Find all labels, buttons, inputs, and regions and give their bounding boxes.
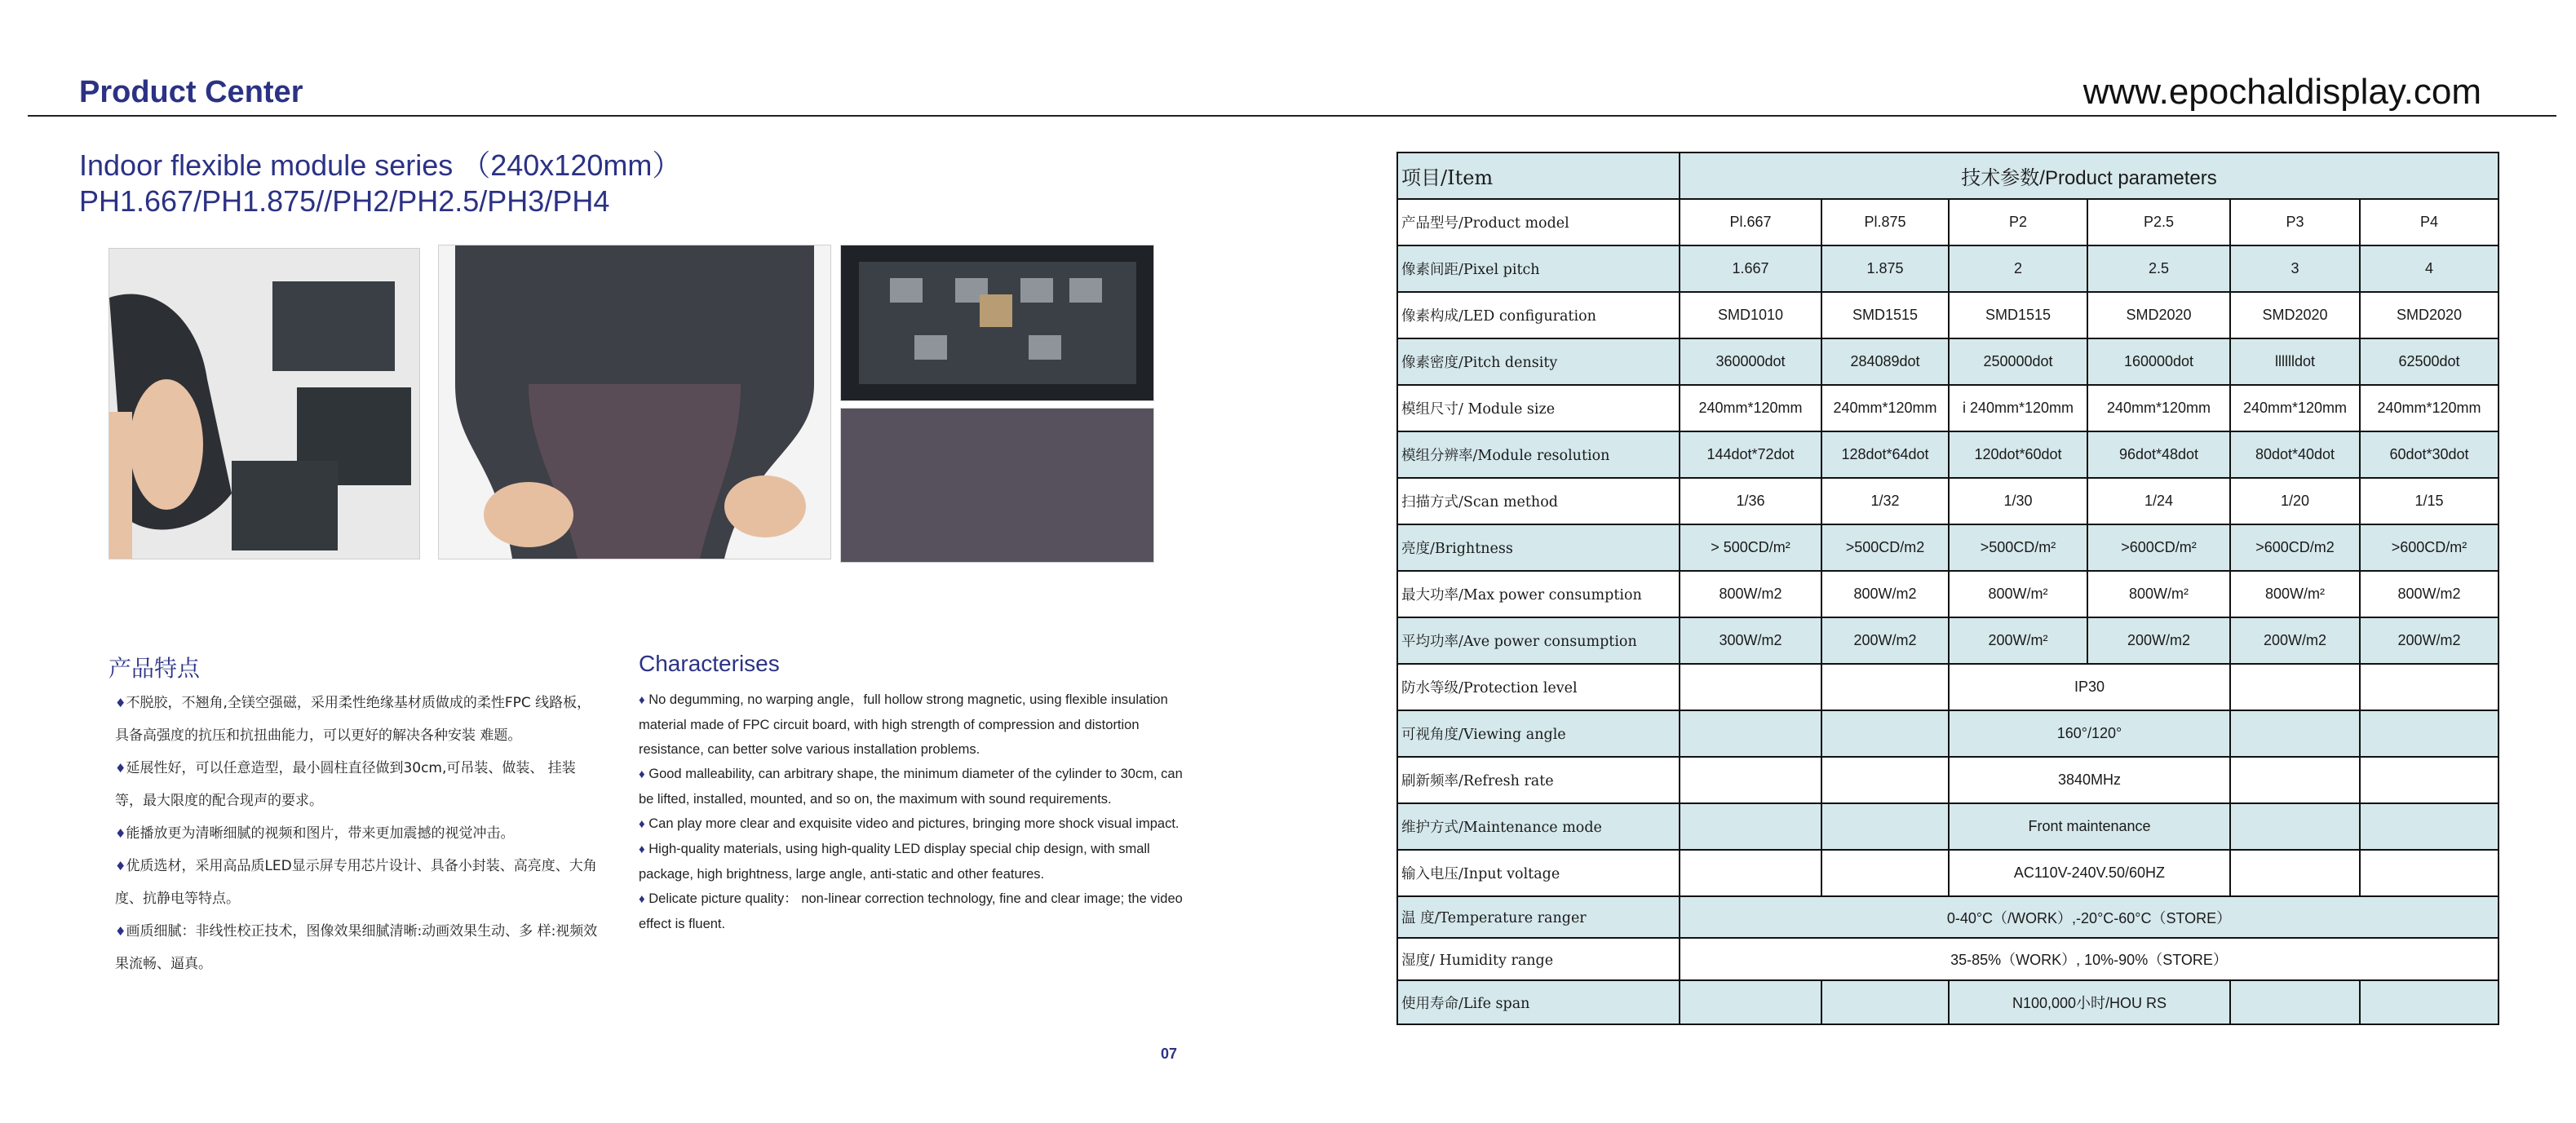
table-cell: 240mm*120mm — [2230, 385, 2360, 431]
list-item: ♦ Good malleability, can arbitrary shape, the minimum diameter of the cylinder to 30cm, can be lifted, installed, mounted, and so on, the maximum with sound requirements. — [639, 767, 1183, 807]
table-cell: SMD1515 — [1821, 292, 1949, 338]
row-label: 防水等级/Protection level — [1397, 664, 1680, 710]
table-cell: 1.875 — [1821, 245, 1949, 292]
table-cell: 80dot*40dot — [2230, 431, 2360, 478]
table-cell: >600CD/m² — [2360, 524, 2499, 571]
diamond-bullet-icon: ♦ — [639, 842, 645, 856]
table-cell: 1.667 — [1680, 245, 1821, 292]
table-cell — [1821, 980, 1949, 1024]
row-label: 产品型号/Product model — [1397, 199, 1680, 245]
table-cell: 200W/m2 — [1821, 617, 1949, 664]
table-cell — [1821, 664, 1949, 710]
table-row — [1397, 664, 2499, 710]
table-cell: i 240mm*120mm — [1949, 385, 2087, 431]
list-item: ♦ No degumming, no warping angle，full hollow strong magnetic, using flexible insulation material made of FPC circuit board, with high strength of compression and distortion resistance, can better solve various installation problems. — [639, 692, 1168, 757]
table-cell — [1821, 710, 1949, 757]
photo-flexible-bend — [438, 245, 831, 559]
row-label: 刷新频率/Refresh rate — [1397, 757, 1680, 803]
table-cell — [2230, 757, 2360, 803]
table-cell: IP30 — [1949, 664, 2230, 710]
table-row — [1397, 850, 2499, 896]
photo-module-front — [840, 408, 1154, 563]
diamond-bullet-icon: ♦ — [115, 696, 126, 710]
table-cell: 240mm*120mm — [1680, 385, 1821, 431]
table-cell: 2.5 — [2087, 245, 2230, 292]
table-row — [1397, 710, 2499, 757]
table-cell — [2230, 710, 2360, 757]
table-cell: >600CD/m² — [2087, 524, 2230, 571]
table-cell — [1680, 710, 1821, 757]
table-cell: 128dot*64dot — [1821, 431, 1949, 478]
table-row — [1397, 980, 2499, 1024]
table-row — [1397, 803, 2499, 850]
table-cell: Pl.667 — [1680, 199, 1821, 245]
table-cell — [1680, 803, 1821, 850]
row-label: 像素密度/Pitch density — [1397, 338, 1680, 385]
row-label: 模组分辨率/Module resolution — [1397, 431, 1680, 478]
diamond-bullet-icon: ♦ — [115, 859, 126, 873]
table-row — [1397, 338, 2499, 385]
diamond-bullet-icon: ♦ — [639, 767, 645, 781]
table-cell: 160°/120° — [1949, 710, 2230, 757]
table-cell: 800W/m² — [2087, 571, 2230, 617]
diamond-bullet-icon: ♦ — [639, 693, 645, 707]
list-item: ♦不脱胶，不翘角,全镁空强磁，采用柔性绝缘基材质做成的柔性FPC 线路板，具备高强度的抗压和抗扭曲能力，可以更好的解决各种安装 难题。 — [115, 695, 591, 744]
table-cell: >500CD/m2 — [1821, 524, 1949, 571]
table-cell: P4 — [2360, 199, 2499, 245]
table-cell: 1/15 — [2360, 478, 2499, 524]
row-label: 亮度/Brightness — [1397, 524, 1680, 571]
table-cell: 200W/m2 — [2360, 617, 2499, 664]
table-cell: 800W/m2 — [1680, 571, 1821, 617]
series-title: Indoor flexible module series （240x120mm） — [79, 148, 682, 182]
features-en-title: Characterises — [639, 651, 780, 676]
table-cell — [1680, 757, 1821, 803]
table-row — [1397, 245, 2499, 292]
table-cell: 1/32 — [1821, 478, 1949, 524]
table-cell — [1680, 664, 1821, 710]
table-cell: P2.5 — [2087, 199, 2230, 245]
table-cell: 240mm*120mm — [1821, 385, 1949, 431]
table-cell: 200W/m2 — [2087, 617, 2230, 664]
row-label: 像素间距/Pixel pitch — [1397, 245, 1680, 292]
row-label: 最大功率/Max power consumption — [1397, 571, 1680, 617]
table-row — [1397, 524, 2499, 571]
table-row — [1397, 478, 2499, 524]
table-cell: SMD2020 — [2087, 292, 2230, 338]
diamond-bullet-icon: ♦ — [115, 924, 126, 939]
table-cell: 284089dot — [1821, 338, 1949, 385]
table-row — [1397, 571, 2499, 617]
photo-module-packaging — [108, 248, 420, 559]
table-cell — [1821, 757, 1949, 803]
row-label: 使用寿命/Life span — [1397, 980, 1680, 1024]
table-cell: 300W/m2 — [1680, 617, 1821, 664]
page-number: 07 — [1161, 1046, 1178, 1062]
diamond-bullet-icon: ♦ — [115, 761, 126, 776]
table-cell — [2360, 850, 2499, 896]
table-cell — [2360, 980, 2499, 1024]
list-item: ♦画质细腻：非线性校正技术，图像效果细腻清晰:动画效果生动、多 样:视频效果流畅、逼真。 — [115, 923, 598, 972]
page-title: Product Center — [79, 75, 303, 109]
table-row — [1397, 431, 2499, 478]
table-cell: 3 — [2230, 245, 2360, 292]
row-label: 平均功率/Ave power consumption — [1397, 617, 1680, 664]
table-cell: SMD1010 — [1680, 292, 1821, 338]
row-label: 湿度/ Humidity range — [1397, 938, 1680, 980]
table-cell — [2230, 803, 2360, 850]
table-cell: lllllldot — [2230, 338, 2360, 385]
table-cell: 800W/m2 — [1821, 571, 1949, 617]
table-cell: 250000dot — [1949, 338, 2087, 385]
row-label: 可视角度/Viewing angle — [1397, 710, 1680, 757]
table-cell — [1680, 980, 1821, 1024]
table-cell: N100,000小时/HOU RS — [1949, 980, 2230, 1024]
table-cell: 1/36 — [1680, 478, 1821, 524]
diamond-bullet-icon: ♦ — [639, 892, 645, 906]
list-item: ♦ Delicate picture quality： non-linear correction technology, fine and clear image; the video effect is fluent. — [639, 891, 1183, 931]
list-item: ♦ High-quality materials, using high-quality LED display special chip design, with small package, high brightness, large angle, anti-static and other features. — [639, 842, 1150, 882]
row-label: 模组尺寸/ Module size — [1397, 385, 1680, 431]
website-url[interactable]: www.epochaldisplay.com — [2082, 72, 2481, 112]
table-row — [1397, 938, 2499, 980]
table-row — [1397, 385, 2499, 431]
table-cell: 200W/m2 — [2230, 617, 2360, 664]
table-cell — [1821, 850, 1949, 896]
table-cell: >600CD/m2 — [2230, 524, 2360, 571]
table-cell: > 500CD/m² — [1680, 524, 1821, 571]
table-row — [1397, 617, 2499, 664]
table-cell: 240mm*120mm — [2087, 385, 2230, 431]
table-cell: 1/30 — [1949, 478, 2087, 524]
table-cell: 144dot*72dot — [1680, 431, 1821, 478]
list-item: ♦能播放更为清晰细腻的视频和图片，带来更加震撼的视觉冲击。 — [115, 825, 515, 842]
table-cell: SMD2020 — [2360, 292, 2499, 338]
table-cell: 160000dot — [2087, 338, 2230, 385]
table-cell: 35-85%（WORK）, 10%-90%（STORE） — [1680, 938, 2499, 980]
table-cell: P3 — [2230, 199, 2360, 245]
table-cell: 62500dot — [2360, 338, 2499, 385]
table-cell: 60dot*30dot — [2360, 431, 2499, 478]
table-cell: SMD1515 — [1949, 292, 2087, 338]
table-cell: 360000dot — [1680, 338, 1821, 385]
row-label: 输入电压/Input voltage — [1397, 850, 1680, 896]
header-divider — [28, 115, 2556, 117]
list-item: ♦延展性好，可以任意造型，最小圆柱直径做到30cm,可吊装、做装、 挂装等，最大限度的配合现声的要求。 — [115, 760, 576, 809]
table-cell: 240mm*120mm — [2360, 385, 2499, 431]
table-cell: 800W/m² — [2230, 571, 2360, 617]
table-cell — [2360, 757, 2499, 803]
table-cell: 1/20 — [2230, 478, 2360, 524]
table-row — [1397, 292, 2499, 338]
table-row — [1397, 896, 2499, 938]
spec-table — [1396, 152, 2499, 1025]
table-cell: 4 — [2360, 245, 2499, 292]
table-cell — [1680, 850, 1821, 896]
features-zh-title: 产品特点 — [108, 655, 201, 682]
row-label: 像素构成/LED configuration — [1397, 292, 1680, 338]
table-cell: 800W/m2 — [2360, 571, 2499, 617]
diamond-bullet-icon: ♦ — [115, 826, 126, 841]
table-cell — [2230, 980, 2360, 1024]
table-cell — [2360, 710, 2499, 757]
table-cell: 3840MHz — [1949, 757, 2230, 803]
table-cell: 2 — [1949, 245, 2087, 292]
table-cell — [2230, 850, 2360, 896]
header-params-cell: 技术参数/Product parameters — [1680, 153, 2499, 199]
list-item: ♦ Can play more clear and exquisite video and pictures, bringing more shock visual impact. — [639, 816, 1180, 831]
row-label: 温 度/Temperature ranger — [1397, 896, 1680, 938]
table-cell: 1/24 — [2087, 478, 2230, 524]
table-cell: 200W/m² — [1949, 617, 2087, 664]
table-cell — [2360, 664, 2499, 710]
table-row — [1397, 757, 2499, 803]
table-cell: Front maintenance — [1949, 803, 2230, 850]
table-row — [1397, 199, 2499, 245]
header-item-cell: 项目/Item — [1397, 153, 1680, 199]
table-cell: 0-40°C（/WORK）,-20°C-60°C（STORE） — [1680, 896, 2499, 938]
row-label: 扫描方式/Scan method — [1397, 478, 1680, 524]
diamond-bullet-icon: ♦ — [639, 817, 645, 831]
table-cell: 96dot*48dot — [2087, 431, 2230, 478]
table-cell: 120dot*60dot — [1949, 431, 2087, 478]
table-cell — [2230, 664, 2360, 710]
features-en-list — [639, 688, 1193, 936]
table-header-row — [1397, 153, 2499, 199]
features-zh-list — [108, 687, 598, 980]
table-cell: >500CD/m² — [1949, 524, 2087, 571]
list-item: ♦优质选材，采用高品质LED显示屏专用芯片设计、具备小封装、高亮度、大角度、抗静电等特点。 — [115, 858, 597, 907]
table-cell: P2 — [1949, 199, 2087, 245]
table-cell — [1821, 803, 1949, 850]
table-cell — [2360, 803, 2499, 850]
row-label: 维护方式/Maintenance mode — [1397, 803, 1680, 850]
table-cell: AC110V-240V.50/60HZ — [1949, 850, 2230, 896]
photo-module-back — [840, 245, 1154, 401]
table-cell: Pl.875 — [1821, 199, 1949, 245]
series-models: PH1.667/PH1.875//PH2/PH2.5/PH3/PH4 — [79, 184, 610, 218]
table-cell: 800W/m² — [1949, 571, 2087, 617]
table-cell: SMD2020 — [2230, 292, 2360, 338]
